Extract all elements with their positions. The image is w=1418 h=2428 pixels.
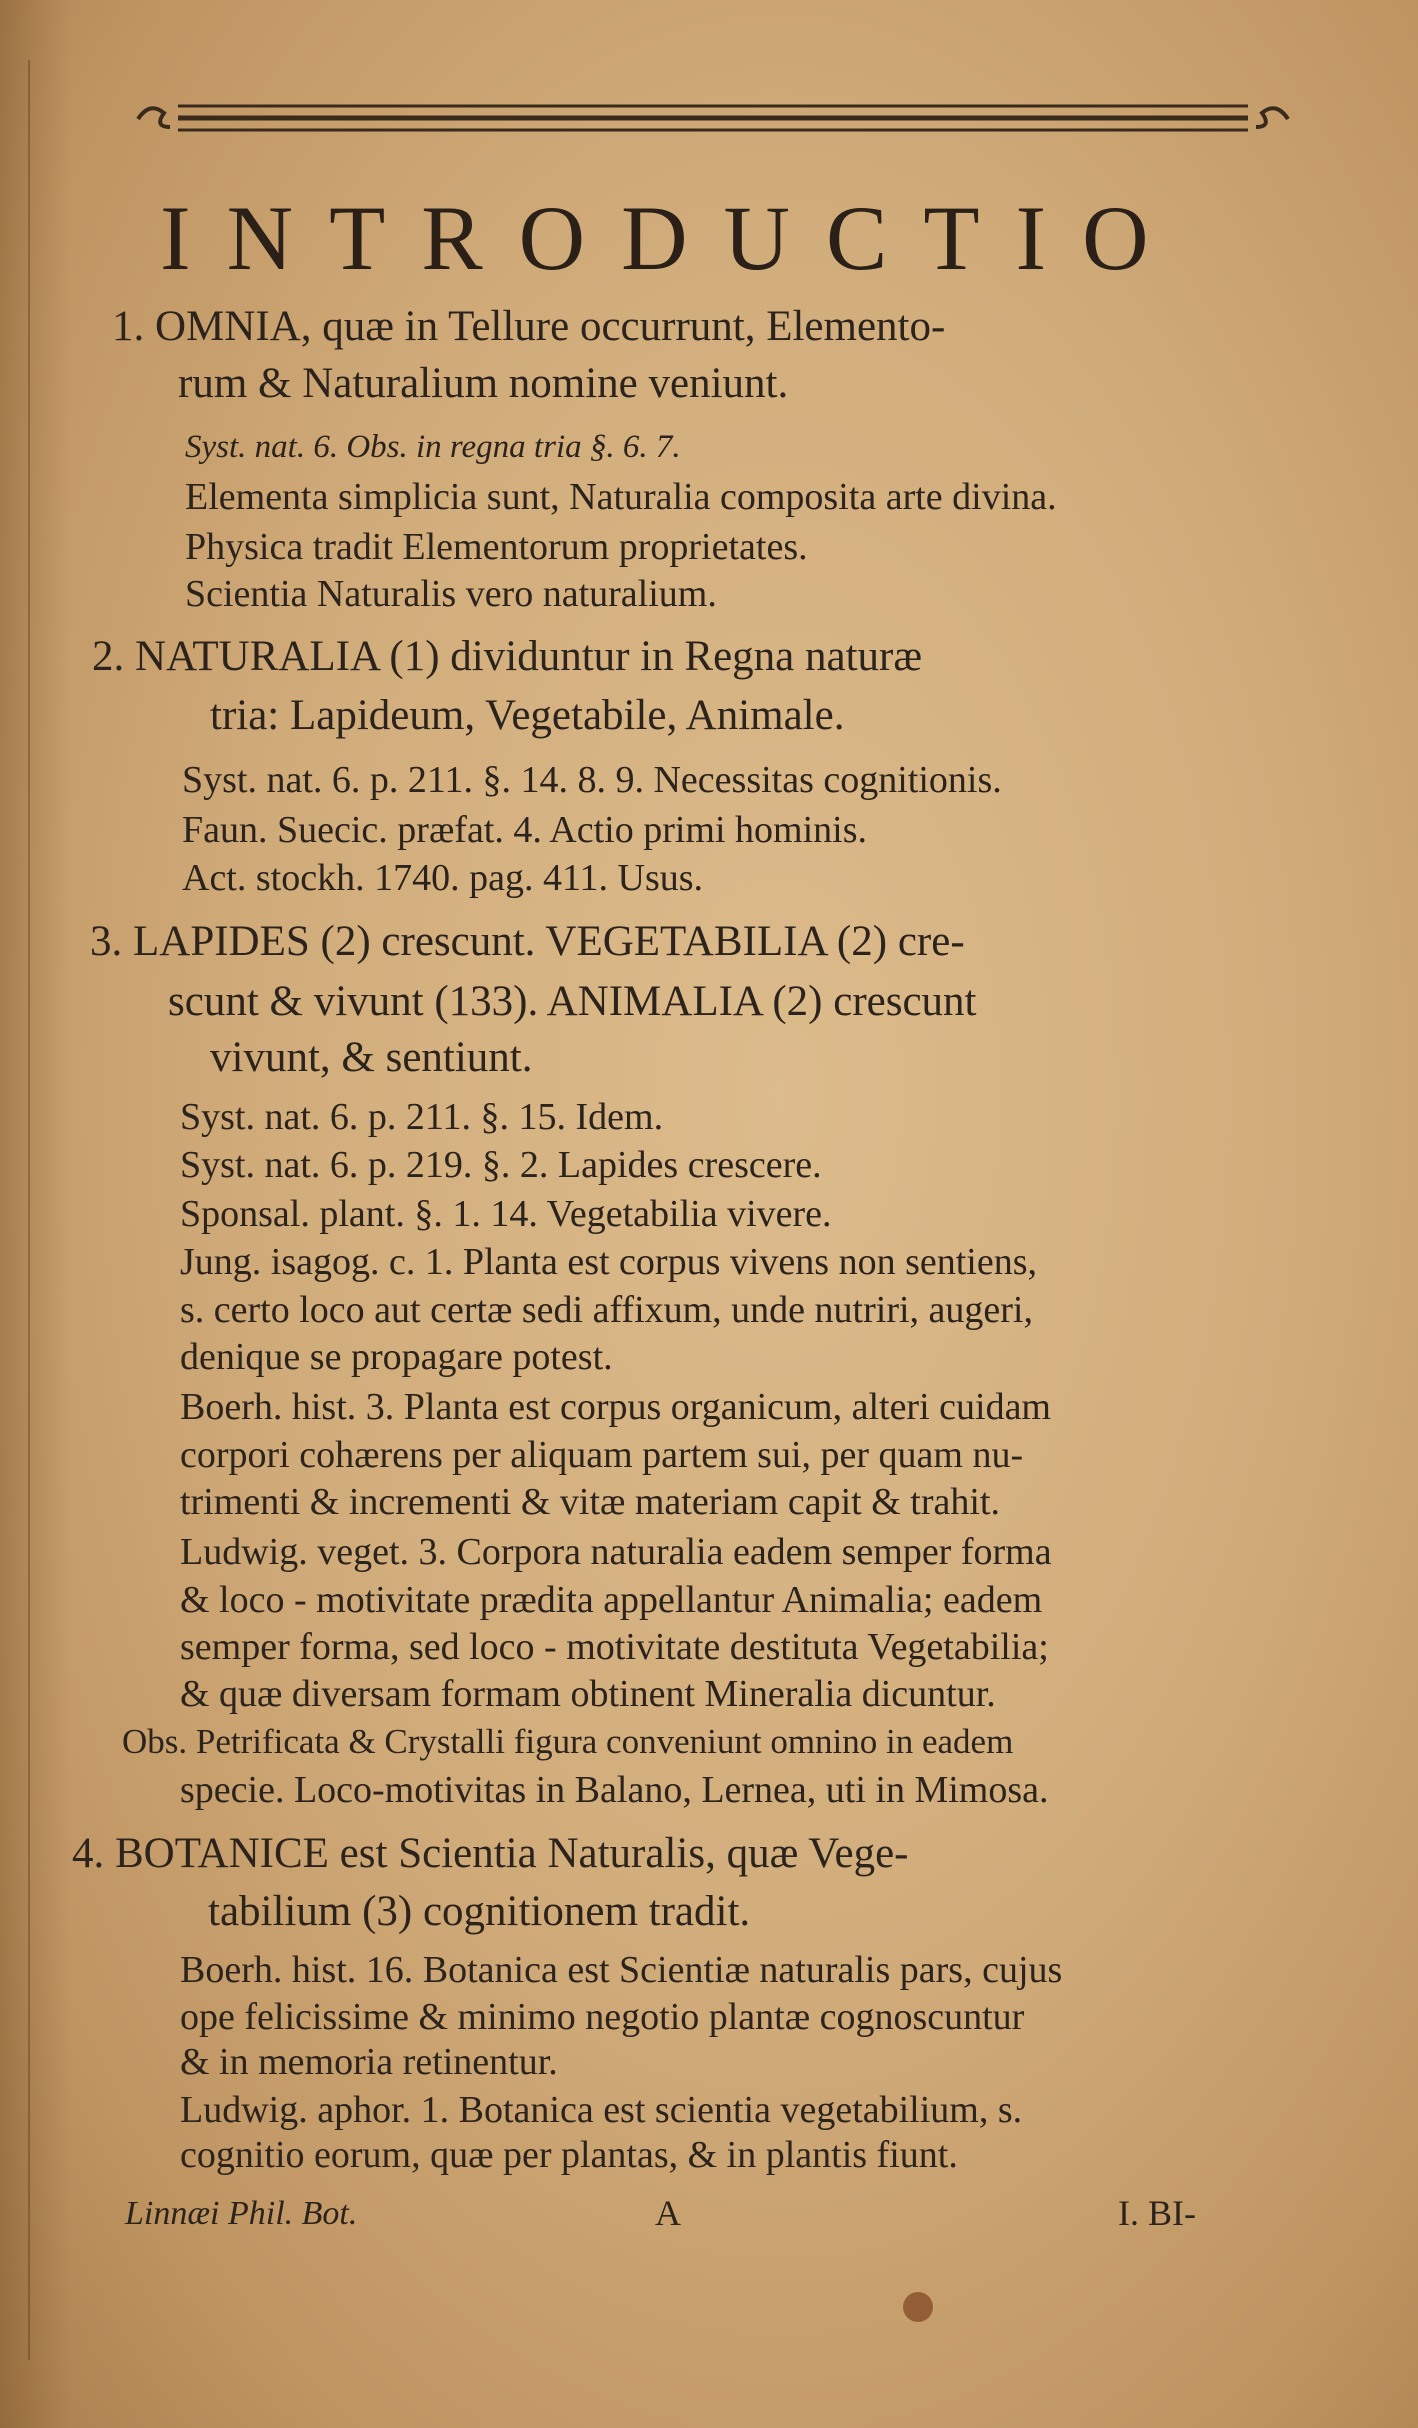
text-line: specie. Loco-motivitas in Balano, Lernea, uti in Mimosa. xyxy=(180,1769,1049,1811)
text-line: Syst. nat. 6. p. 211. §. 14. 8. 9. Necessitas cognitionis. xyxy=(182,759,1002,801)
text-line: Elementa simplicia sunt, Naturalia composita arte divina. xyxy=(185,476,1057,518)
page-title: INTRODUCTIO xyxy=(160,187,1185,289)
text-line: corpori cohærens per aliquam partem sui, per quam nu- xyxy=(180,1434,1024,1476)
ornament-rule xyxy=(128,94,1298,144)
signature-mark: A xyxy=(655,2193,681,2233)
text-line: semper forma, sed loco - motivitate destituta Vegetabilia; xyxy=(180,1626,1049,1668)
footer-author: Linnæi Phil. Bot. xyxy=(125,2195,358,2232)
text-line: Boerh. hist. 3. Planta est corpus organicum, alteri cuidam xyxy=(180,1386,1051,1428)
text-line: & loco - motivitate prædita appellantur Animalia; eadem xyxy=(180,1579,1043,1621)
paper-stain xyxy=(903,2292,933,2322)
text-line: cognitio eorum, quæ per plantas, & in plantis fiunt. xyxy=(180,2134,958,2176)
text-line: denique se propagare potest. xyxy=(180,1336,613,1378)
text-line: tria: Lapideum, Vegetabile, Animale. xyxy=(210,692,845,739)
text-line: 3. LAPIDES (2) crescunt. VEGETABILIA (2) cre- xyxy=(90,918,965,965)
text-line: Syst. nat. 6. Obs. in regna tria §. 6. 7. xyxy=(185,429,681,465)
text-line: s. certo loco aut certæ sedi affixum, unde nutriri, augeri, xyxy=(180,1289,1033,1331)
text-line: Boerh. hist. 16. Botanica est Scientiæ naturalis pars, cujus xyxy=(180,1949,1063,1991)
text-line: Scientia Naturalis vero naturalium. xyxy=(185,573,717,615)
text-line: Ludwig. aphor. 1. Botanica est scientia vegetabilium, s. xyxy=(180,2089,1023,2131)
text-line: Sponsal. plant. §. 1. 14. Vegetabilia vivere. xyxy=(180,1193,832,1235)
page-edge-shadow xyxy=(0,0,70,2428)
text-line: & quæ diversam formam obtinent Mineralia dicuntur. xyxy=(180,1673,996,1715)
text-line: Ludwig. veget. 3. Corpora naturalia eadem semper forma xyxy=(180,1531,1052,1573)
text-line: trimenti & incrementi & vitæ materiam capit & trahit. xyxy=(180,1481,1000,1523)
text-line: Obs. Petrificata & Crystalli figura conveniunt omnino in eadem xyxy=(122,1722,1014,1761)
text-line: Jung. isagog. c. 1. Planta est corpus vivens non sentiens, xyxy=(180,1241,1038,1283)
text-line: & in memoria retinentur. xyxy=(180,2041,558,2083)
text-line: scunt & vivunt (133). ANIMALIA (2) crescunt xyxy=(168,978,977,1025)
text-line: Act. stockh. 1740. pag. 411. Usus. xyxy=(182,857,704,899)
text-line: 2. NATURALIA (1) dividuntur in Regna naturæ xyxy=(92,633,923,680)
text-line: Syst. nat. 6. p. 219. §. 2. Lapides crescere. xyxy=(180,1144,822,1186)
text-line: 4. BOTANICE est Scientia Naturalis, quæ Vege- xyxy=(72,1830,909,1877)
text-line: Faun. Suecic. præfat. 4. Actio primi hominis. xyxy=(182,809,867,851)
text-line: ope felicissime & minimo negotio plantæ cognoscuntur xyxy=(180,1996,1025,2038)
catchword: I. BI- xyxy=(1118,2193,1196,2233)
text-line: rum & Naturalium nomine veniunt. xyxy=(178,360,789,407)
text-line: tabilium (3) cognitionem tradit. xyxy=(208,1888,751,1935)
text-line: vivunt, & sentiunt. xyxy=(210,1034,533,1081)
page-edge-line xyxy=(28,60,30,2360)
text-line: Physica tradit Elementorum proprietates. xyxy=(185,526,808,568)
text-line: Syst. nat. 6. p. 211. §. 15. Idem. xyxy=(180,1096,664,1138)
text-line: 1. OMNIA, quæ in Tellure occurrunt, Elemento- xyxy=(112,303,946,350)
